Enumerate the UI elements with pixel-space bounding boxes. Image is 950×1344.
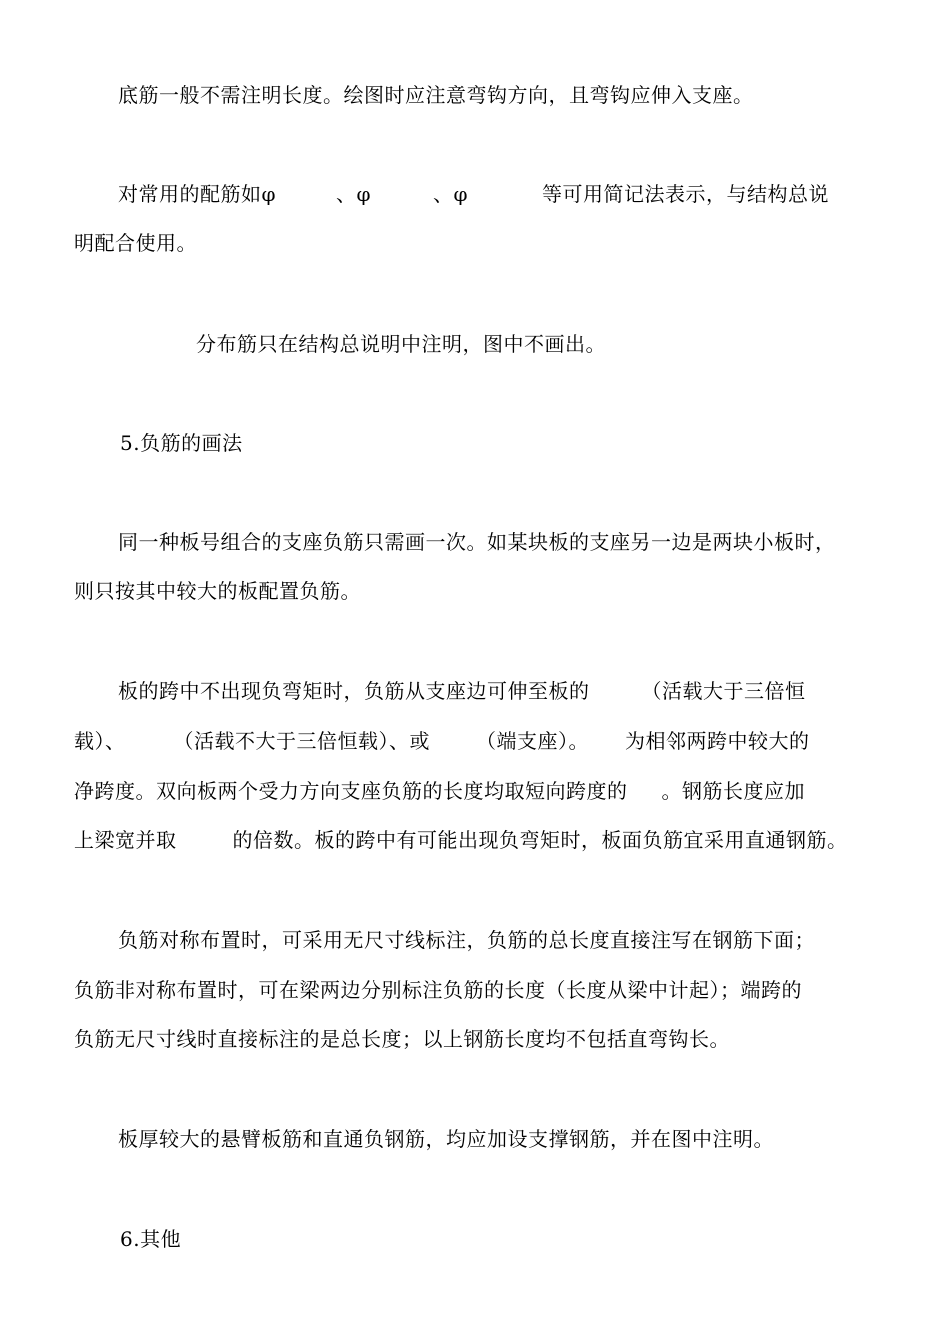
text-span: 的倍数。板的跨中有可能出现负弯矩时，板面负筋宜采用直通钢筋。 — [232, 828, 848, 852]
section-heading-5: 5.负筋的画法 — [120, 431, 243, 455]
text-line: 板厚较大的悬臂板筋和直通负钢筋，均应加设支撑钢筋，并在图中注明。 — [118, 1127, 774, 1151]
text-span: （端支座）。 — [476, 729, 589, 753]
text-line — [118, 678, 806, 704]
text-line: 负筋非对称布置时，可在梁两边分别标注负筋的长度（长度从梁中计起）；端跨的 — [74, 978, 802, 1002]
text-span: （活载大于三倍恒 — [641, 679, 806, 703]
text-line: 底筋一般不需注明长度。绘图时应注意弯钩方向，且弯钩应伸入支座。 — [118, 83, 754, 107]
section-heading-6: 6.其他 — [120, 1227, 182, 1251]
text-line: 同一种板号组合的支座负筋只需画一次。如某块板的支座另一边是两块小板时， — [118, 530, 836, 554]
text-span: 板的跨中不出现负弯矩时，负筋从支座边可伸至板的 — [118, 679, 590, 703]
text-span: 。钢筋长度应加 — [661, 779, 805, 803]
text-line: 负筋对称布置时，可采用无尺寸线标注，负筋的总长度直接注写在钢筋下面； — [118, 928, 815, 952]
text-line — [74, 778, 805, 804]
text-span: 为相邻两跨中较大的 — [625, 729, 810, 753]
text-line — [74, 728, 810, 754]
text-span: 载）、 — [74, 729, 126, 753]
text-span: （活载不大于三倍恒载）、或 — [173, 729, 430, 753]
separator: 、 — [336, 182, 357, 206]
text-line — [74, 827, 848, 853]
text-line: 明配合使用。 — [74, 231, 197, 255]
text-span: 上梁宽并取 — [74, 828, 177, 852]
phi-symbol: φ — [356, 182, 372, 206]
text-line: 分布筋只在结构总说明中注明，图中不画出。 — [196, 332, 606, 356]
text-span: 对常用的配筋如 — [118, 182, 262, 206]
phi-symbol: φ — [261, 182, 277, 206]
text-line: 则只按其中较大的板配置负筋。 — [74, 579, 361, 603]
separator: 、 — [433, 182, 454, 206]
text-span: 净跨度。双向板两个受力方向支座负筋的长度均取短向跨度的 — [74, 779, 628, 803]
phi-symbol: φ — [453, 182, 469, 206]
text-line: 负筋无尺寸线时直接标注的是总长度；以上钢筋长度均不包括直弯钩长。 — [74, 1027, 730, 1051]
text-line — [118, 181, 829, 207]
text-span: 等可用简记法表示，与结构总说 — [542, 182, 830, 206]
